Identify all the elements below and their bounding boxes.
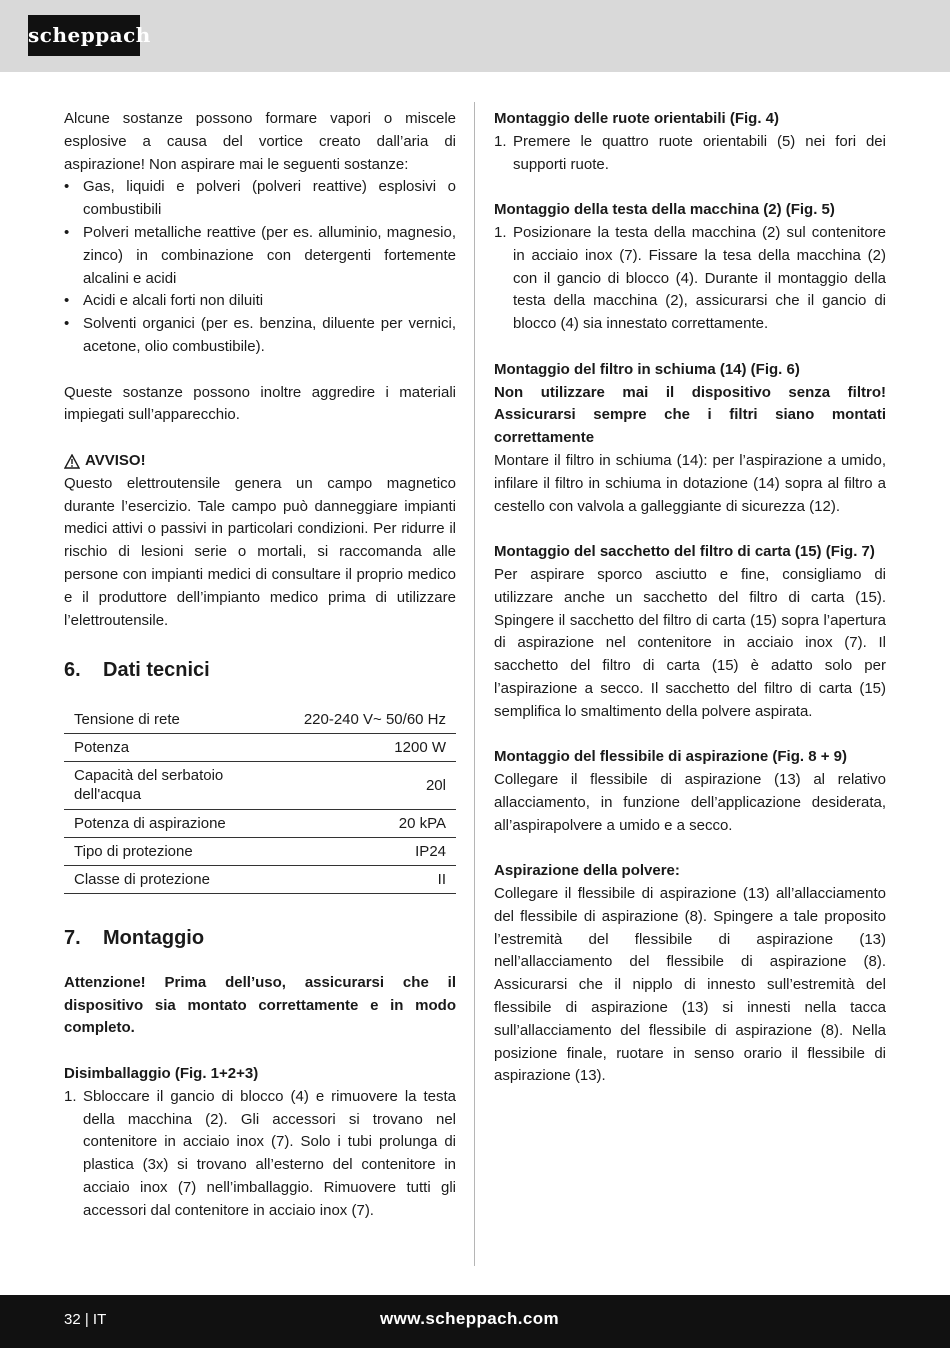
page-footer [0, 1295, 950, 1348]
warning-heading [64, 450, 456, 473]
page-header [0, 0, 950, 72]
section-title: Dati tecnici [103, 659, 210, 682]
machine-head-heading: Montaggio della testa della macchina (2) (Fig. 5) [494, 201, 835, 219]
section-title: Montaggio [103, 926, 205, 949]
table-row [64, 761, 456, 809]
unpacking-steps [64, 1086, 456, 1223]
spec-label: Capacità del serbatoio dell'acqua [64, 761, 254, 809]
table-row [64, 733, 456, 761]
paper-bag-heading: Montaggio del sacchetto del filtro di carta (15) (Fig. 7) [494, 543, 875, 561]
table-row [64, 705, 456, 733]
column-divider [474, 102, 475, 1266]
step-number: 1. [64, 1087, 77, 1105]
dust-extraction-text: Collegare il flessibile di aspirazione (13) all’allacciamento del flessibile di aspirazione (8). Spingere a tale proposito l’estremità del flessibile di aspirazione (13) nell’allacciamento del flessibile di aspirazione (8). Assicurarsi che il nipplo di innesto sull’estremità del flessibile di aspirazione (13) si innesti nella tacca sull’allacciamento del flessibile di aspirazione (8). Nella posizione finale, ruotare in senso orario il flessibile di aspirazione (13). [494, 885, 886, 1085]
spec-value: 20 kPA [254, 809, 456, 837]
dust-extraction-heading: Aspirazione della polvere: [494, 862, 680, 880]
unpacking-heading: Disimballaggio (Fig. 1+2+3) [64, 1065, 259, 1083]
materials-note: Queste sostanze possono inoltre aggredire i materiali impiegati sull’apparecchio. [64, 383, 456, 424]
spec-value: 20l [254, 761, 456, 809]
warning-triangle-icon [64, 454, 80, 469]
section-number: 7. [64, 926, 81, 949]
list-item: • Gas, liquidi e polveri (polveri reattive) esplosivi o combustibili [64, 176, 456, 222]
list-item [494, 222, 886, 336]
spec-label: Classe di protezione [64, 865, 254, 893]
section-number: 6. [64, 659, 81, 682]
spec-value: 220-240 V~ 50/60 Hz [254, 705, 456, 733]
table-row [64, 809, 456, 837]
attention-note: Attenzione! Prima dell’uso, assicurarsi che il dispositivo sia montato correttamente e in modo completo. [64, 973, 456, 1037]
hazardous-substances-list [64, 176, 456, 358]
hose-text: Collegare il flessibile di aspirazione (13) al relativo allacciamento, in funzione dell’applicazione desiderata, all’aspirapolvere a umido e a secco. [494, 771, 886, 834]
spec-value: IP24 [254, 837, 456, 865]
machine-head-steps [494, 222, 886, 336]
step-text: Posizionare la testa della macchina (2) sul contenitore in acciaio inox (7). Fissare la tesa della macchina (2) con il gancio di blocco (4). Durante il montaggio della testa della macchina (2), assicurarsi che il gancio di blocco (4) sia innestato correttamente. [513, 223, 886, 333]
foam-filter-text: Montare il filtro in schiuma (14): per l’aspirazione a umido, infilare il filtro in schiuma in dotazione (14) sopra al filtro a cestello con valvola a galleggiante di sicurezza (12). [494, 451, 886, 515]
page-number: 32 | IT [64, 1311, 107, 1328]
list-item: • Acidi e alcali forti non diluiti [64, 290, 456, 313]
left-column [64, 108, 456, 1223]
spec-label: Potenza [64, 733, 254, 761]
step-text: Sbloccare il gancio di blocco (4) e rimuovere la testa della macchina (2). Gli accessori si trovano nel contenitore in acciaio inox (7). Solo i tubi prolunga di plastica (3x) si trovano all’esterno del contenitore in acciaio inox (7) nell’imballaggio. Rimuovere tutti gli accessori dal contenitore in acciaio inox (7). [83, 1087, 456, 1219]
spec-label: Tensione di rete [64, 705, 254, 733]
step-text: Premere le quattro ruote orientabili (5) nei fori dei supporti ruote. [513, 132, 886, 173]
foam-filter-warning: Non utilizzare mai il dispositivo senza filtro! Assicurarsi sempre che i filtri siano montati correttamente [494, 383, 886, 447]
website-link[interactable]: www.scheppach.com [380, 1309, 560, 1328]
warning-text: Questo elettroutensile genera un campo magnetico durante l’esercizio. Tale campo può danneggiare impianti medici attivi o passivi in particolari condizioni. Per ridurre il rischio di lesioni serie o mortali, si raccomanda alle persone con impianti medici di consultare il proprio medico e il produttore dell’impianto medico prima di utilizzare l’elettroutensile. [64, 474, 456, 629]
wheels-steps [494, 131, 886, 177]
wheels-heading: Montaggio delle ruote orientabili (Fig. 4) [494, 110, 779, 127]
list-item: • Polveri metalliche reattive (per es. alluminio, magnesio, zinco) in combinazione con detergenti fortemente alcalini e acidi [64, 222, 456, 290]
spec-label: Potenza di aspirazione [64, 809, 254, 837]
scheppach-logo: scheppach [28, 15, 140, 56]
right-column [494, 108, 886, 1088]
list-item [64, 1086, 456, 1223]
technical-data-table [64, 705, 456, 894]
foam-filter-heading: Montaggio del filtro in schiuma (14) (Fig. 6) [494, 360, 800, 378]
table-row [64, 837, 456, 865]
step-number: 1. [494, 223, 507, 241]
paper-bag-text: Per aspirare sporco asciutto e fine, consigliamo di utilizzare anche un sacchetto del filtro di carta (15). Spingere il sacchetto del filtro di carta (15) sopra l’apertura di aspirazione nel contenitore in acciaio inox (7). Il sacchetto del filtro di carta (15) è adatto solo per l’aspirazione a secco. Il sacchetto del filtro di carta (15) semplifica lo smaltimento della polvere aspirata. [494, 565, 886, 720]
intro-paragraph: Alcune sostanze possono formare vapori o miscele esplosive a causa del vortice creato dall’aria di aspirazione! Non aspirare mai le seguenti sostanze: [64, 110, 456, 173]
spec-label: Tipo di protezione [64, 837, 254, 865]
section-7-heading [64, 924, 456, 952]
section-6-heading [64, 656, 456, 684]
step-number: 1. [494, 132, 507, 150]
spec-value: 1200 W [254, 733, 456, 761]
spec-value: II [254, 865, 456, 893]
table-row [64, 865, 456, 893]
hose-heading: Montaggio del flessibile di aspirazione (Fig. 8 + 9) [494, 748, 847, 766]
warning-title: AVVISO! [85, 451, 146, 469]
list-item [494, 131, 886, 177]
list-item: • Solventi organici (per es. benzina, diluente per vernici, acetone, olio combustibile). [64, 313, 456, 359]
